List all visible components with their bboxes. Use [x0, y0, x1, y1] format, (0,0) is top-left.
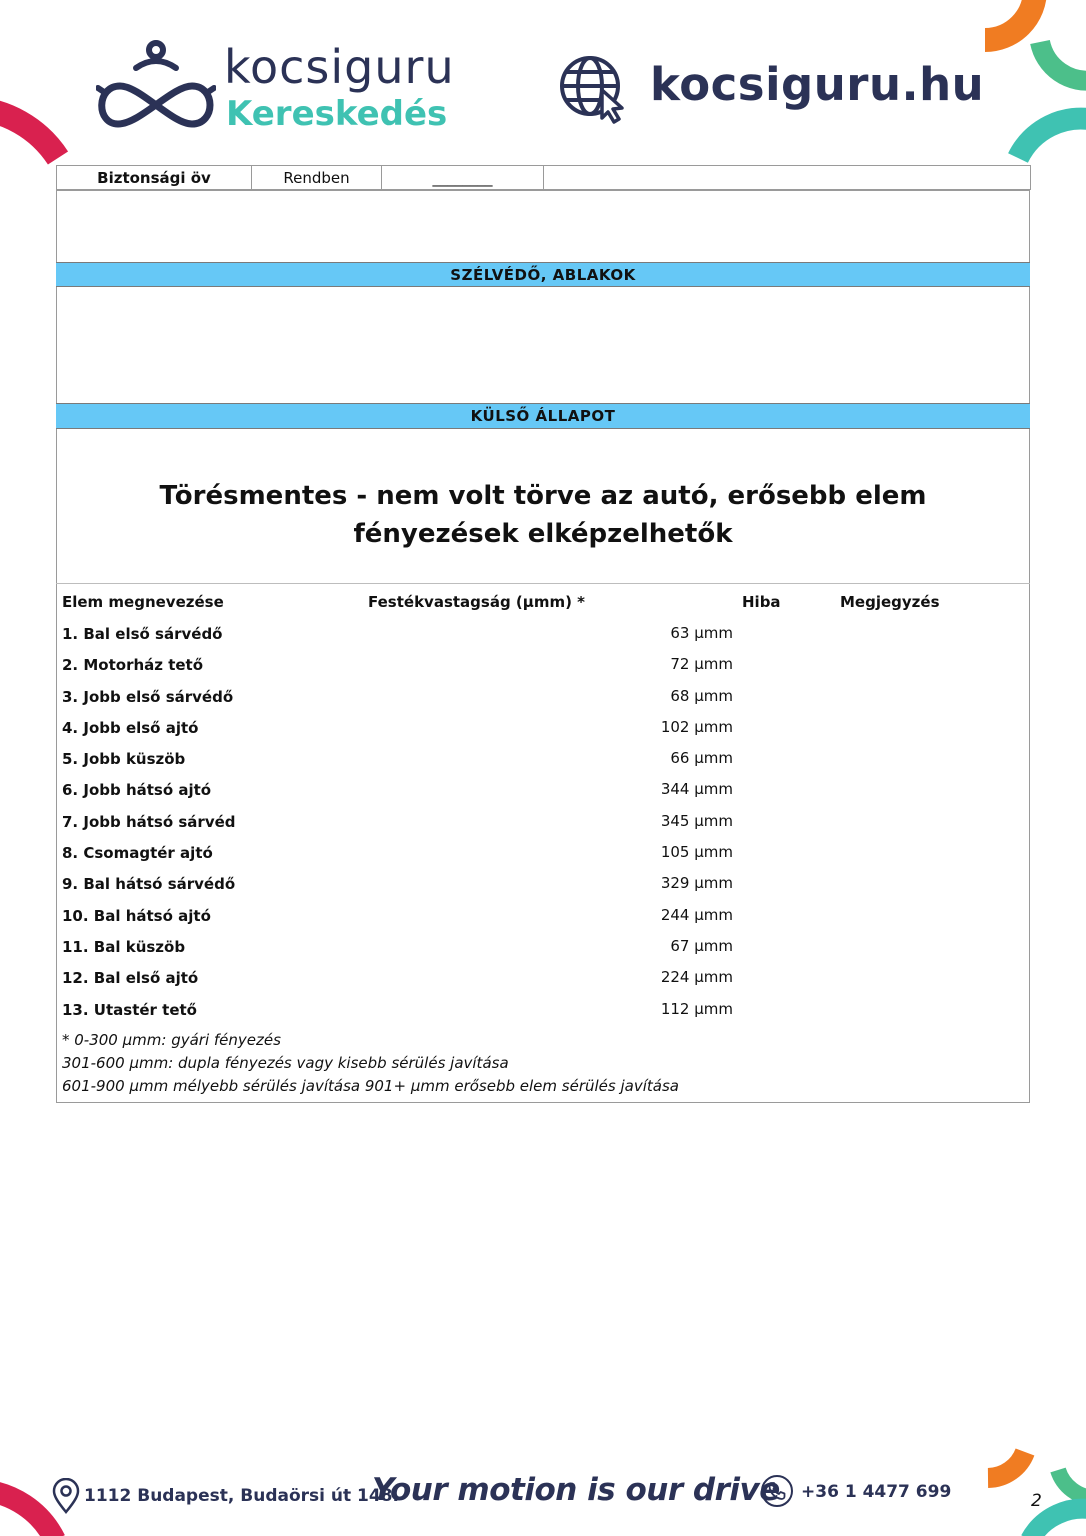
seatbelt-label: Biztonsági öv	[57, 166, 252, 189]
table-row	[62, 624, 742, 655]
legend-note-double: 301-600 µmm: dupla fényezés vagy kisebb sérülés javítása	[62, 1054, 509, 1072]
seatbelt-blank: ________	[382, 166, 544, 189]
brand-name: kocsiguru	[224, 40, 455, 94]
row-element-name: 6. Jobb hátsó ajtó	[62, 781, 212, 800]
row-thickness-value: 102 µmm	[660, 717, 733, 736]
row-element-name: 3. Jobb első sárvédő	[62, 687, 234, 706]
row-thickness-value: 72 µmm	[670, 655, 733, 674]
table-row	[62, 812, 742, 843]
seatbelt-extra	[544, 166, 1030, 189]
row-element-name: 2. Motorház tető	[62, 656, 204, 675]
row-element-name: 12. Bal első ajtó	[62, 969, 199, 988]
table-row	[62, 874, 742, 905]
row-thickness-value: 66 µmm	[670, 749, 733, 768]
row-element-name: 13. Utastér tető	[62, 1000, 197, 1019]
row-thickness-value: 67 µmm	[670, 936, 733, 955]
col-header-defect: Hiba	[742, 593, 781, 611]
page-number: 2	[1031, 1491, 1042, 1511]
legend-note-deep: 601-900 µmm mélyebb sérülés javítása 901+ µmm erősebb elem sérülés javítása	[62, 1077, 679, 1095]
table-row	[62, 655, 742, 686]
table-row	[62, 937, 742, 968]
paint-rows	[62, 624, 742, 1031]
seatbelt-status: Rendben	[252, 166, 382, 189]
row-thickness-value: 224 µmm	[660, 968, 733, 987]
row-element-name: 9. Bal hátsó sárvédő	[62, 875, 236, 894]
table-row	[62, 843, 742, 874]
row-element-name: 10. Bal hátsó ajtó	[62, 906, 211, 925]
row-thickness-value: 63 µmm	[670, 624, 733, 642]
brand-subtitle: Kereskedés	[226, 94, 448, 134]
footer-address: 1112 Budapest, Budaörsi út 148.	[84, 1486, 399, 1506]
condition-headline: Törésmentes - nem volt törve az autó, erősebb elem fényezések elképzelhetők	[159, 481, 927, 549]
row-thickness-value: 105 µmm	[660, 843, 733, 862]
globe-cursor-icon	[558, 54, 628, 124]
phone-icon	[760, 1474, 794, 1508]
col-header-thickness: Festékvastagság (µmm) *	[368, 593, 586, 611]
footer-slogan: Your motion is our drive	[372, 1472, 780, 1508]
legend-note-factory: * 0-300 µmm: gyári fényezés	[62, 1031, 281, 1049]
table-row	[62, 780, 742, 811]
row-thickness-value: 112 µmm	[660, 999, 733, 1018]
site-name: kocsiguru.hu	[650, 58, 985, 111]
row-thickness-value: 345 µmm	[660, 811, 733, 830]
row-thickness-value: 344 µmm	[660, 780, 733, 799]
location-pin-icon	[52, 1478, 80, 1514]
row-thickness-value: 329 µmm	[660, 874, 733, 893]
row-element-name: 8. Csomagtér ajtó	[62, 844, 213, 863]
section-header-exterior: KÜLSŐ ÁLLAPOT	[56, 403, 1030, 429]
table-row	[62, 687, 742, 718]
col-header-element: Elem megnevezése	[62, 593, 224, 611]
table-row	[62, 968, 742, 999]
table-row	[62, 1000, 742, 1031]
row-element-name: 11. Bal küszöb	[62, 937, 186, 956]
seatbelt-row	[56, 165, 1031, 190]
table-row	[62, 718, 742, 749]
footer-phone: +36 1 4477 699	[801, 1482, 952, 1502]
row-element-name: 5. Jobb küszöb	[62, 750, 186, 769]
section-header-windows: SZÉLVÉDŐ, ABLAKOK	[56, 262, 1030, 287]
table-row	[62, 906, 742, 937]
infinity-person-logo-icon	[96, 40, 216, 130]
row-element-name: 4. Jobb első ajtó	[62, 718, 199, 737]
row-thickness-value: 244 µmm	[660, 905, 733, 924]
row-thickness-value: 68 µmm	[670, 686, 733, 705]
row-element-name: 1. Bal első sárvédő	[62, 625, 223, 643]
table-row	[62, 749, 742, 780]
col-header-note: Megjegyzés	[840, 593, 940, 611]
row-element-name: 7. Jobb hátsó sárvéd	[62, 812, 236, 831]
table-divider	[56, 583, 1030, 584]
